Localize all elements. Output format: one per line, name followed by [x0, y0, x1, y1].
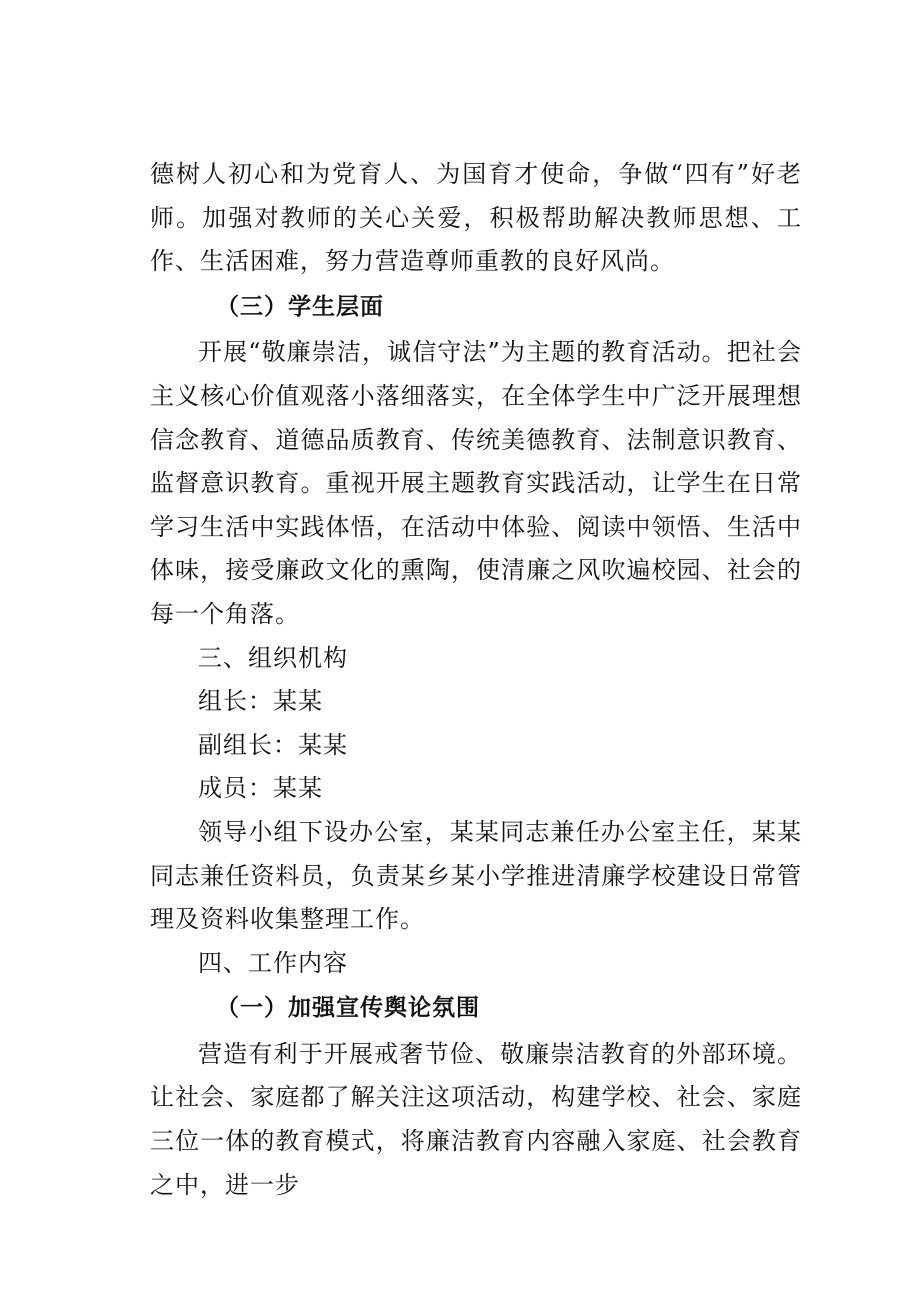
paragraph-office: 领导小组下设办公室，某某同志兼任办公室主任，某某同志兼任资料员，负责某乡某小学推进清廉学校建设日常管理及资料收集整理工作。	[150, 817, 802, 934]
paragraph-students: 开展“敬廉崇洁，诚信守法”为主题的教育活动。把社会主义核心价值观落小落细落实，在全体学生中广泛开展理想信念教育、道德品质教育、传统美德教育、法制意识教育、监督意识教育。重视开展主题教育实践活动，让学生在日常学习生活中实践体悟，在活动中体验、阅读中领悟、生活中体味，接受廉政文化的熏陶，使清廉之风吹遍校园、社会的每一个角落。	[150, 338, 802, 628]
heading-organization: 三、组织机构	[198, 643, 348, 672]
paragraph-teacher: 德树人初心和为党育人、为国育才使命，争做“四有”好老师。加强对教师的关心关爱，积极帮助解决教师思想、工作、生活困难，努力营造尊师重教的良好风尚。	[150, 160, 802, 276]
org-members: 成员：某某	[198, 774, 323, 803]
heading-students: （三）学生层面	[216, 293, 384, 320]
document-page	[150, 153, 802, 1207]
org-deputy: 副组长：某某	[198, 730, 348, 759]
heading-publicity: （一）加强宣传舆论氛围	[216, 995, 480, 1022]
org-leader: 组长：某某	[198, 687, 323, 716]
paragraph-publicity: 营造有利于开展戒奢节俭、敬廉崇洁教育的外部环境。让社会、家庭都了解关注这项活动，构建学校、社会、家庭三位一体的教育模式，将廉洁教育内容融入家庭、社会教育之中，进一步	[150, 1039, 802, 1199]
heading-work-content: 四、工作内容	[198, 948, 348, 977]
